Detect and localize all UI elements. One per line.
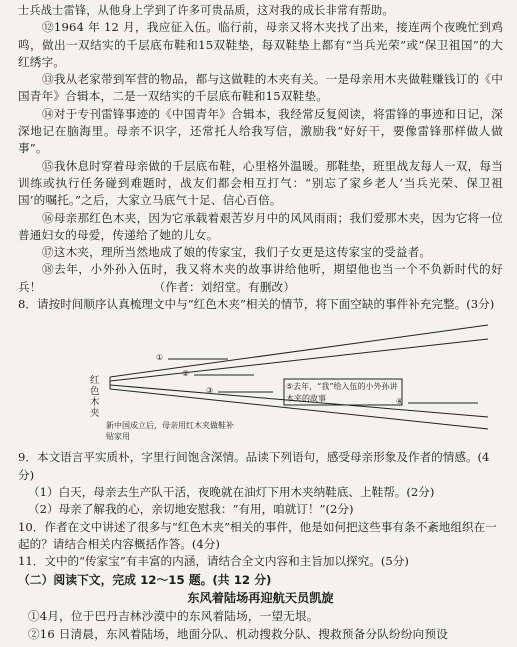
passage-paragraph-18 [18, 261, 503, 296]
question-11: 11．文中的“传家宝”有丰富的内涵，请结合全文内容和主旨加以探究。(5分) [18, 554, 409, 569]
passage-paragraph-12: ⑫1964 年 12 月，我应征入伍。临行前，母亲又将木夹找了出来，接连两个夜晚忙到鸡鸣，做出一双结实的千层底布鞋和15双鞋垫，每双鞋垫上都有“当兵光荣”或“保卫祖国”的大红绣字。 [18, 20, 503, 69]
diagram-num-4: ④ [396, 397, 404, 407]
diagram-num-3: ③ [206, 386, 214, 396]
passage-paragraph-15: ⑮我休息时穿着母亲做的千层底布鞋，心里格外温暖。那鞋垫，班里战友每人一双，每当训练或执行任务碰到难题时，战友们都会相互打气：“别忘了家乡老人‘当兵光荣、保卫祖国’的嘱托。”之后，大家立马底气十足、信心百倍。 [18, 158, 503, 208]
article-paragraph-2: ②16 日清晨，东风着陆场，地面分队、机动搜救分队、搜救预备分队纷纷向预设 [28, 626, 449, 641]
question-10: 10．作者在文中讲述了很多与“红色木夹”相关的事件，他是如何把这些事有条不紊地组织在一起的？请结合相关内容概括作答。(4分) [18, 519, 497, 551]
diagram-num-2: ② [182, 369, 190, 379]
article-paragraph-1: ①4月，位于巴丹吉林沙漠中的东风着陆场，一望无垠。 [28, 609, 319, 624]
author-credit: （作者：刘绍堂。有删改） [153, 279, 296, 294]
passage-paragraph-13: ⑬我从老家带到军营的物品，都与这做鞋的木夹有关。一是母亲用木夹做鞋赚钱订的《中国青年》合辑本，二是一双结实的千层底布鞋和15双鞋垫。 [18, 72, 503, 104]
diagram-num-1: ① [156, 353, 164, 363]
line-upper-outer [110, 325, 488, 377]
question-8: 8．请按时间顺序认真梳理文中与“红色木夹”相关的情节，将下面空缺的事件补充完整。(3分) [18, 297, 495, 312]
question-9-2: （2）母亲了解我的心，亲切地安慰我：“有用，咱就订！”(2分) [28, 502, 354, 517]
timeline-diagram [18, 317, 503, 443]
diagram-vertical-label: 红色木夹 [90, 375, 100, 420]
diagram-box-note: ⑤去年，“我”给入伍的小外孙讲木夹的故事 [286, 382, 398, 404]
line-upper-inner [110, 339, 488, 381]
diagram-left-note: 新中国成立后，母亲用红木夹做鞋补贴家用 [106, 421, 234, 442]
section-2-heading: （二）阅读下文，完成 12～15 题。(共 12 分) [18, 573, 272, 588]
passage-paragraph-18-text: ⑱去年，小外孙入伍时，我又将木夹的故事讲给他听，期望他也当一个不负新时代的好兵！ [18, 262, 503, 294]
passage-paragraph-14: ⑭对于专刊雷锋事迹的《中国青年》合辑本，我经常反复阅读，将雷锋的事迹和日记，深深地记在脑海里。母亲不识字，还常托人给我写信，激励我“好好干，要像雷锋那样做人做事”。 [18, 106, 503, 156]
passage-paragraph-16: ⑯母亲那红色木夹，因为它承载着艰苦岁月中的风风雨雨；我们爱那木夹，因为它将一位普通妇女的母爱，传递给了她的儿女。 [18, 210, 503, 242]
question-9-1: （1）白天，母亲去生产队干活，夜晚就在油灯下用木夹纳鞋底、上鞋帮。(2分) [28, 484, 435, 499]
passage-paragraph-17: ⑰这木夹，理所当然地成了娘的传家宝，我们子女更是这传家宝的受益者。 [42, 245, 432, 260]
question-9: 9．本文语言平实质朴，字里行间饱含深情。品读下列语句，感受母亲形象及作者的情感。(4分) [18, 450, 490, 482]
article-title: 东风着陆场再迎航天员凯旋 [187, 591, 334, 606]
passage-paragraph-0: 士兵战士雷锋，从他身上学到了许多可贵品质，这对我的成长非常有帮助。 [18, 4, 394, 17]
